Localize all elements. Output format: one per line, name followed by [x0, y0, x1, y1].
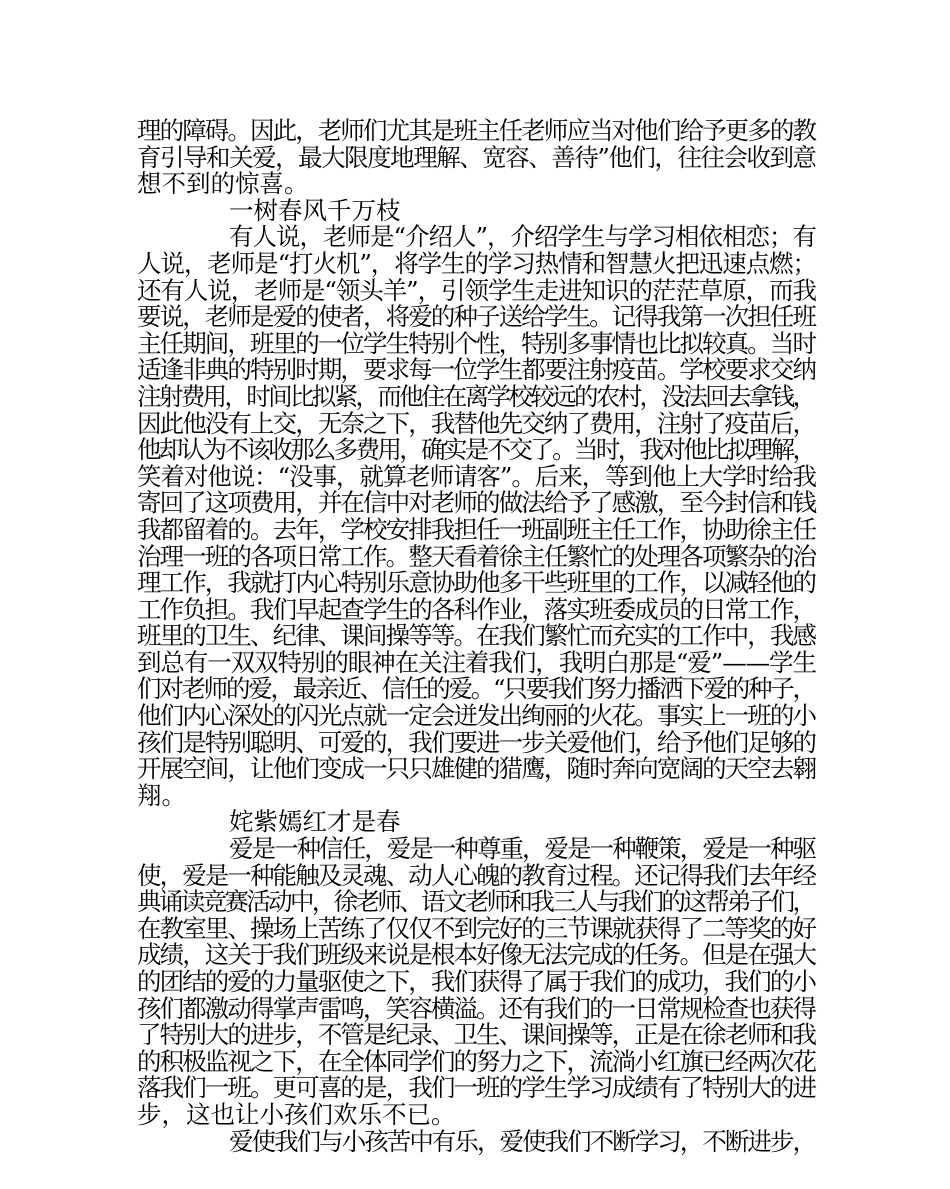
text-line: 有人说，老师是“介绍人”，介绍学生与学习相依相恋；有 — [229, 222, 816, 252]
text-line: 人说，老师是“打火机”，将学生的学习热情和智慧火把迅速点燃； — [137, 248, 816, 278]
text-line: 工作负担。我们早起查学生的各科作业，落实班委成员的日常工作， — [137, 594, 816, 624]
text-line: 了特别大的进步，不管是纪录、卫生、课间操等，正是在徐老师和我 — [137, 1020, 816, 1050]
text-line: 落我们一班。更可喜的是，我们一班的学生学习成绩有了特别大的进 — [137, 1073, 816, 1103]
text-line: 使，爱是一种能触及灵魂、动人心魄的教育过程。还记得我们去年经 — [137, 860, 816, 890]
text-line: 开展空间，让他们变成一只只雄健的猎鹰，随时奔向宽阔的天空去翱 — [137, 754, 816, 784]
text-line: 孩们都激动得掌声雷鸣，笑容横溢。还有我们的一日常规检查也获得 — [137, 993, 816, 1023]
text-line: 治理一班的各项日常工作。整天看着徐主任繁忙的处理各项繁杂的治 — [137, 541, 816, 571]
text-line: 班里的卫生、纪律、课间操等等。在我们繁忙而充实的工作中，我感 — [137, 621, 816, 651]
text-line: 主任期间，班里的一位学生特别个性，特别多事情也比拟较真。当时 — [137, 328, 816, 358]
text-line: 的积极监视之下，在全体同学们的努力之下，流淌小红旗已经两次花 — [137, 1046, 816, 1076]
text-line: 他们内心深处的闪光点就一定会迸发出绚丽的火花。事实上一班的小 — [137, 701, 816, 731]
document-page — [137, 118, 817, 1155]
text-line: 理工作，我就打内心特别乐意协助他多干些班里的工作，以减轻他的 — [137, 568, 816, 598]
text-line: 适逢非典的特别时期，要求每一位学生都要注射疫苗。学校要求交纳 — [137, 355, 816, 385]
text-line: 成绩，这关于我们班级来说是根本好像无法完成的任务。但是在强大 — [137, 940, 816, 970]
text-line: 因此他没有上交，无奈之下，我替他先交纳了费用，注射了疫苗后， — [137, 408, 816, 438]
text-line: 到总有一双双特别的眼神在关注着我们，我明白那是“爱”——学生 — [137, 647, 816, 677]
text-line: 理的障碍。因此，老师们尤其是班主任老师应当对他们给予更多的教 — [137, 116, 816, 145]
text-line: 我都留着的。去年，学校安排我担任一班副班主任工作，协助徐主任 — [137, 514, 816, 544]
text-line: 还有人说，老师是“领头羊”，引领学生走进知识的茫茫草原，而我 — [137, 275, 816, 305]
text-line: 爱是一种信任，爱是一种尊重，爱是一种鞭策，爱是一种驱 — [229, 834, 816, 864]
text-line: 翔。 — [137, 780, 186, 810]
section-heading: 一树春风千万枝 — [229, 195, 401, 225]
text-line: 孩们是特别聪明、可爱的，我们要进一步关爱他们，给予他们足够的 — [137, 727, 816, 757]
text-line: 寄回了这项费用，并在信中对老师的做法给予了感激，至今封信和钱 — [137, 488, 816, 518]
text-line: 爱使我们与小孩苦中有乐，爱使我们不断学习，不断进步， — [229, 1126, 816, 1156]
text-line: 的团结的爱的力量驱使之下，我们获得了属于我们的成功，我们的小 — [137, 967, 816, 996]
text-line: 要说，老师是爱的使者，将爱的种子送给学生。记得我第一次担任班 — [137, 302, 816, 332]
text-line: 他却认为不该收那么多费用，确实是不交了。当时，我对他比拟理解， — [137, 435, 815, 465]
text-line: 注射费用，时间比拟紧，而他住在离学校较远的农村，没法回去拿钱， — [137, 381, 815, 411]
text-line: 典诵读竞赛活动中，徐老师、语文老师和我三人与我们的这帮弟子们， — [137, 887, 815, 917]
text-line: 在教室里、操场上苦练了仅仅不到完好的三节课就获得了二等奖的好 — [137, 913, 816, 943]
text-line: 育引导和关爱，最大限度地理解、宽容、善待”他们，往往会收到意 — [137, 142, 816, 172]
text-line: 想不到的惊喜。 — [137, 169, 309, 199]
text-line: 笑着对他说：“没事，就算老师请客”。后来，等到他上大学时给我 — [137, 461, 816, 491]
section-heading: 姹紫嫣红才是春 — [229, 807, 401, 837]
text-line: 步，这也让小孩们欢乐不已。 — [137, 1099, 456, 1129]
text-line: 们对老师的爱，最亲近、信任的爱。“只要我们努力播洒下爱的种子， — [137, 674, 815, 704]
